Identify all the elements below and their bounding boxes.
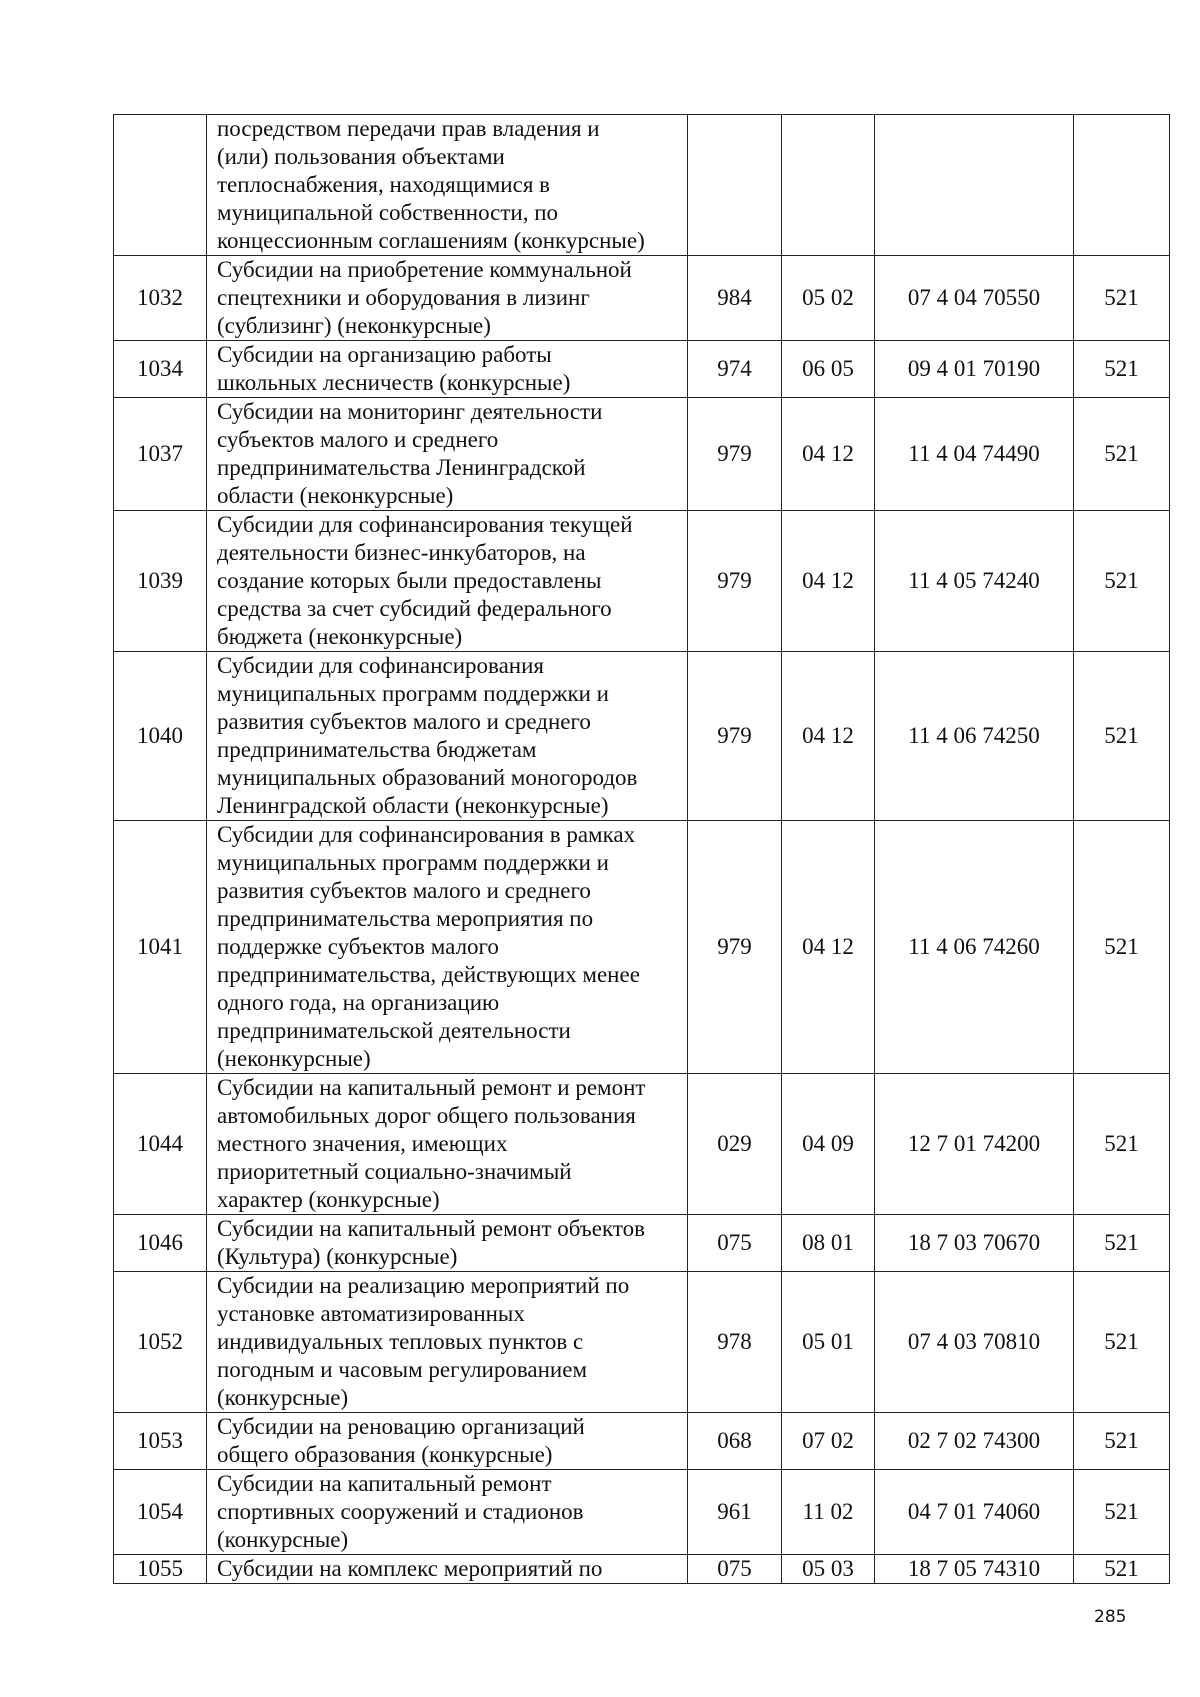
description-line: характер (конкурсные) [217,1187,440,1212]
description-line: предпринимательства, действующих менее [217,962,640,987]
description-line: Ленинградской области (неконкурсные) [217,793,609,818]
section-code-cell: 07 02 [782,1413,875,1470]
description-line: Субсидии на капитальный ремонт и ремонт [217,1075,646,1100]
table-row [114,511,1170,652]
description-line: создание которых были предоставлены [217,568,602,593]
grbs-code-cell [688,115,782,256]
description-line: концессионным соглашениям (конкурсные) [217,228,645,253]
description-line: области (неконкурсные) [217,483,454,508]
target-article-cell: 07 4 04 70550 [875,256,1074,341]
description-line: Субсидии для софинансирования [217,653,544,678]
description-cell [207,1272,688,1413]
description-line: местного значения, имеющих [217,1131,508,1156]
description-cell [207,256,688,341]
description-cell [207,1470,688,1555]
description-line: муниципальных программ поддержки и [217,850,609,875]
description-line: спортивных сооружений и стадионов [217,1499,584,1524]
description-line: спецтехники и оборудования в лизинг [217,285,590,310]
description-cell [207,1074,688,1215]
description-line: (или) пользования объектами [217,144,505,169]
grbs-code-cell: 979 [688,511,782,652]
target-article-cell: 07 4 03 70810 [875,1272,1074,1413]
description-line: приоритетный социально-значимый [217,1159,572,1184]
description-line: развития субъектов малого и среднего [217,709,591,734]
description-line: Субсидии на реновацию организаций [217,1414,585,1439]
description-line: (Культура) (конкурсные) [217,1244,458,1269]
target-article-cell: 04 7 01 74060 [875,1470,1074,1555]
description-line: Субсидии на комплекс мероприятий по [217,1556,603,1581]
expense-type-cell: 521 [1074,1272,1170,1413]
description-cell [207,1215,688,1272]
description-line: предпринимательства бюджетам [217,737,537,762]
description-cell [207,341,688,398]
table-row [114,1272,1170,1413]
grbs-code-cell: 961 [688,1470,782,1555]
section-code-cell: 11 02 [782,1470,875,1555]
description-line: общего образования (конкурсные) [217,1442,553,1467]
section-code-cell: 05 02 [782,256,875,341]
description-line: муниципальных образований моногородов [217,765,638,790]
expense-type-cell: 521 [1074,1413,1170,1470]
expense-type-cell: 521 [1074,1470,1170,1555]
grbs-code-cell: 979 [688,821,782,1074]
table-body [114,115,1170,1584]
row-id-cell: 1034 [114,341,207,398]
description-cell [207,821,688,1074]
target-article-cell: 09 4 01 70190 [875,341,1074,398]
description-line: муниципальных программ поддержки и [217,681,609,706]
grbs-code-cell: 978 [688,1272,782,1413]
section-code-cell: 08 01 [782,1215,875,1272]
description-line: муниципальной собственности, по [217,200,559,225]
table-row [114,821,1170,1074]
section-code-cell: 04 09 [782,1074,875,1215]
description-line: субъектов малого и среднего [217,427,499,452]
table-row [114,1074,1170,1215]
target-article-cell: 11 4 06 74250 [875,652,1074,821]
grbs-code-cell: 068 [688,1413,782,1470]
expense-type-cell: 521 [1074,821,1170,1074]
table-row [114,115,1170,256]
target-article-cell: 11 4 05 74240 [875,511,1074,652]
description-line: (неконкурсные) [217,1046,371,1071]
row-id-cell: 1037 [114,398,207,511]
grbs-code-cell: 075 [688,1215,782,1272]
subsidy-table [113,114,1170,1584]
row-id-cell: 1040 [114,652,207,821]
expense-type-cell: 521 [1074,1555,1170,1584]
description-line: школьных лесничеств (конкурсные) [217,370,571,395]
table-row [114,1470,1170,1555]
description-line: бюджета (неконкурсные) [217,624,463,649]
description-cell [207,652,688,821]
row-id-cell: 1041 [114,821,207,1074]
description-cell [207,115,688,256]
expense-type-cell: 521 [1074,1074,1170,1215]
row-id-cell: 1032 [114,256,207,341]
table-row [114,398,1170,511]
description-line: одного года, на организацию [217,990,500,1015]
target-article-cell [875,115,1074,256]
description-cell [207,398,688,511]
grbs-code-cell: 029 [688,1074,782,1215]
section-code-cell: 04 12 [782,511,875,652]
expense-type-cell [1074,115,1170,256]
table-row [114,341,1170,398]
row-id-cell: 1044 [114,1074,207,1215]
row-id-cell: 1053 [114,1413,207,1470]
row-id-cell: 1046 [114,1215,207,1272]
section-code-cell: 06 05 [782,341,875,398]
grbs-code-cell: 984 [688,256,782,341]
description-line: деятельности бизнес-инкубаторов, на [217,540,586,565]
description-line: Субсидии на организацию работы [217,342,552,367]
table-row [114,1215,1170,1272]
description-line: установке автоматизированных [217,1301,525,1326]
description-line: поддержке субъектов малого [217,934,499,959]
page-number: 285 [1094,1607,1127,1627]
table-row [114,256,1170,341]
description-line: предпринимательства мероприятия по [217,906,594,931]
section-code-cell: 05 01 [782,1272,875,1413]
description-line: погодным и часовым регулированием [217,1357,587,1382]
target-article-cell: 12 7 01 74200 [875,1074,1074,1215]
description-line: (конкурсные) [217,1527,349,1552]
row-id-cell: 1054 [114,1470,207,1555]
description-line: теплоснабжения, находящимися в [217,172,551,197]
expense-type-cell: 521 [1074,341,1170,398]
description-line: Субсидии на приобретение коммунальной [217,257,632,282]
target-article-cell: 11 4 04 74490 [875,398,1074,511]
section-code-cell: 04 12 [782,652,875,821]
row-id-cell: 1052 [114,1272,207,1413]
description-line: посредством передачи прав владения и [217,116,600,141]
description-line: (сублизинг) (неконкурсные) [217,313,491,338]
expense-type-cell: 521 [1074,256,1170,341]
target-article-cell: 02 7 02 74300 [875,1413,1074,1470]
description-line: Субсидии для софинансирования в рамках [217,822,636,847]
description-line: предпринимательства Ленинградской [217,455,586,480]
description-line: (конкурсные) [217,1385,349,1410]
description-cell [207,1413,688,1470]
grbs-code-cell: 979 [688,398,782,511]
description-line: Субсидии на капитальный ремонт [217,1471,552,1496]
row-id-cell [114,115,207,256]
description-line: автомобильных дорог общего пользования [217,1103,636,1128]
section-code-cell: 04 12 [782,821,875,1074]
description-line: индивидуальных тепловых пунктов с [217,1329,584,1354]
table-row [114,1555,1170,1584]
target-article-cell: 11 4 06 74260 [875,821,1074,1074]
grbs-code-cell: 979 [688,652,782,821]
expense-type-cell: 521 [1074,511,1170,652]
description-cell [207,511,688,652]
description-line: Субсидии на капитальный ремонт объектов [217,1216,645,1241]
expense-type-cell: 521 [1074,1215,1170,1272]
table-row [114,1413,1170,1470]
target-article-cell: 18 7 05 74310 [875,1555,1074,1584]
description-line: Субсидии для софинансирования текущей [217,512,633,537]
description-cell [207,1555,688,1584]
row-id-cell: 1039 [114,511,207,652]
section-code-cell [782,115,875,256]
row-id-cell: 1055 [114,1555,207,1584]
grbs-code-cell: 075 [688,1555,782,1584]
description-line: предпринимательской деятельности [217,1018,571,1043]
description-line: развития субъектов малого и среднего [217,878,591,903]
expense-type-cell: 521 [1074,652,1170,821]
section-code-cell: 05 03 [782,1555,875,1584]
description-line: Субсидии на реализацию мероприятий по [217,1273,630,1298]
grbs-code-cell: 974 [688,341,782,398]
description-line: Субсидии на мониторинг деятельности [217,399,603,424]
table-row [114,652,1170,821]
description-line: средства за счет субсидий федерального [217,596,612,621]
target-article-cell: 18 7 03 70670 [875,1215,1074,1272]
section-code-cell: 04 12 [782,398,875,511]
expense-type-cell: 521 [1074,398,1170,511]
